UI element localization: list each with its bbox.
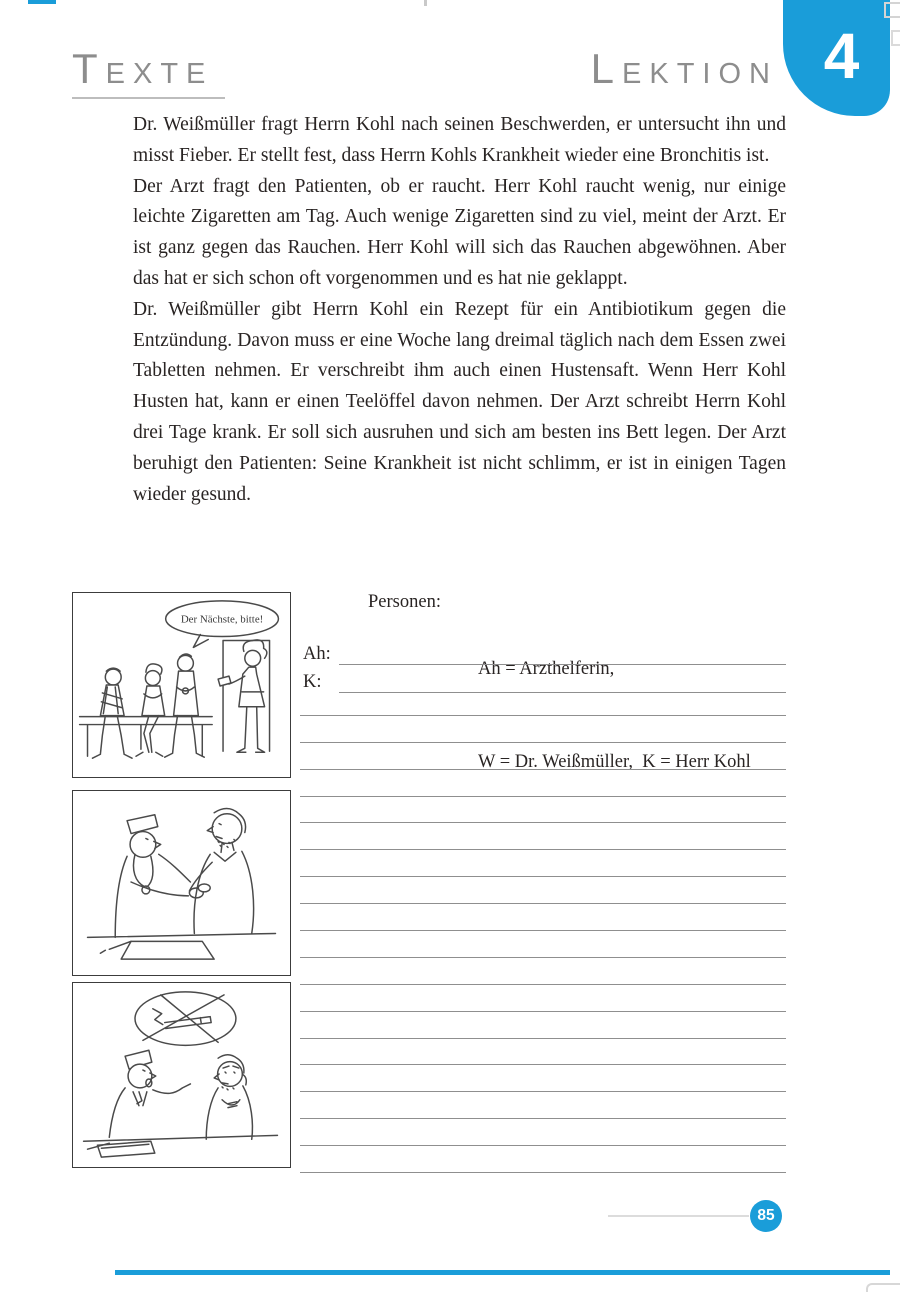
speech-bubble-text: Der Nächste, bitte! — [180, 613, 264, 626]
writing-line[interactable] — [300, 797, 786, 824]
writing-line[interactable] — [300, 850, 786, 877]
writing-line[interactable] — [300, 743, 786, 770]
reading-paragraph: Dr. Weißmüller fragt Herrn Kohl nach seinen Beschwerden, er untersucht ihn und misst Fieber. Er stellt fest, dass Herrn Kohls Krankheit wieder eine Bronchitis ist. — [133, 114, 786, 166]
writing-line[interactable] — [300, 1039, 786, 1066]
reading-paragraph: Dr. Weißmüller gibt Herrn Kohl ein Rezept für ein Antibiotikum gegen die Entzündung. Davon muss er eine Woche lang dreimal täglich nach dem Essen zwei Tabletten nehmen. Er verschreibt ihm auch einen Hustensaft. Wenn Herr Kohl Husten hat, kann er einen Teelöffel davon nehmen. Der Arzt schreibt Herrn Kohl drei Tage krank. Er soll sich ausruhen und sich am besten ins Bett legen. Der Arzt beruhigt den Patienten: Seine Krankheit ist nicht schlimm, er ist in einigen Tagen wieder gesund. — [133, 298, 786, 505]
footer-rule — [608, 1215, 749, 1217]
writing-line[interactable] — [300, 985, 786, 1012]
lesson-number-tab — [783, 0, 890, 116]
writing-line[interactable] — [300, 958, 786, 985]
writing-line[interactable] — [300, 770, 786, 797]
speaker-label-k: K: — [303, 672, 322, 692]
page-number: 85 — [757, 1207, 775, 1224]
examination-drawing — [73, 791, 290, 975]
reading-text — [133, 110, 786, 510]
writing-line[interactable] — [300, 904, 786, 931]
crop-mark — [866, 1283, 900, 1292]
legend-line: W = Dr. Weißmüller, K = Herr Kohl — [478, 752, 751, 772]
writing-line[interactable] — [300, 1092, 786, 1119]
crop-mark — [884, 2, 900, 18]
writing-lines — [300, 689, 786, 1173]
reading-paragraph: Der Arzt fragt den Patienten, ob er raucht. Herr Kohl raucht wenig, nur einige leichte Zigaretten am Tag. Auch wenige Zigaretten sind zu viel, meint der Arzt. Er ist ganz gegen das Rauchen. Herr Kohl will sich das Rauchen abgewöhnen. Aber das hat er sich schon oft vorgenommen und es hat nie geklappt. — [133, 175, 786, 289]
legend-line: Ah = Arzthelferin, — [478, 659, 615, 679]
writing-line[interactable] — [300, 931, 786, 958]
waiting-room-drawing — [73, 593, 290, 777]
lesson-number: 4 — [823, 20, 860, 92]
answer-line-ah[interactable] — [339, 640, 786, 665]
writing-line[interactable] — [300, 1012, 786, 1039]
lesson-label: Lektion — [590, 45, 778, 92]
examination-illustration — [72, 790, 291, 976]
crop-mark — [424, 0, 427, 6]
writing-line[interactable] — [300, 1146, 786, 1173]
page-number-badge — [750, 1200, 782, 1232]
personen-label: Personen: — [368, 592, 441, 612]
no-smoking-drawing — [73, 983, 290, 1167]
speaker-label-ah: Ah: — [303, 644, 331, 664]
crop-mark — [891, 30, 900, 46]
section-title-underline — [72, 97, 225, 99]
bottom-accent-bar — [115, 1270, 890, 1275]
waiting-room-illustration — [72, 592, 291, 778]
writing-line[interactable] — [300, 823, 786, 850]
writing-line[interactable] — [300, 689, 786, 716]
writing-line[interactable] — [300, 1119, 786, 1146]
top-accent-dash — [28, 0, 56, 4]
no-smoking-illustration — [72, 982, 291, 1168]
writing-line[interactable] — [300, 877, 786, 904]
section-title: Texte — [72, 45, 214, 92]
writing-line[interactable] — [300, 716, 786, 743]
speaker-row-ah — [303, 641, 786, 665]
writing-line[interactable] — [300, 1065, 786, 1092]
